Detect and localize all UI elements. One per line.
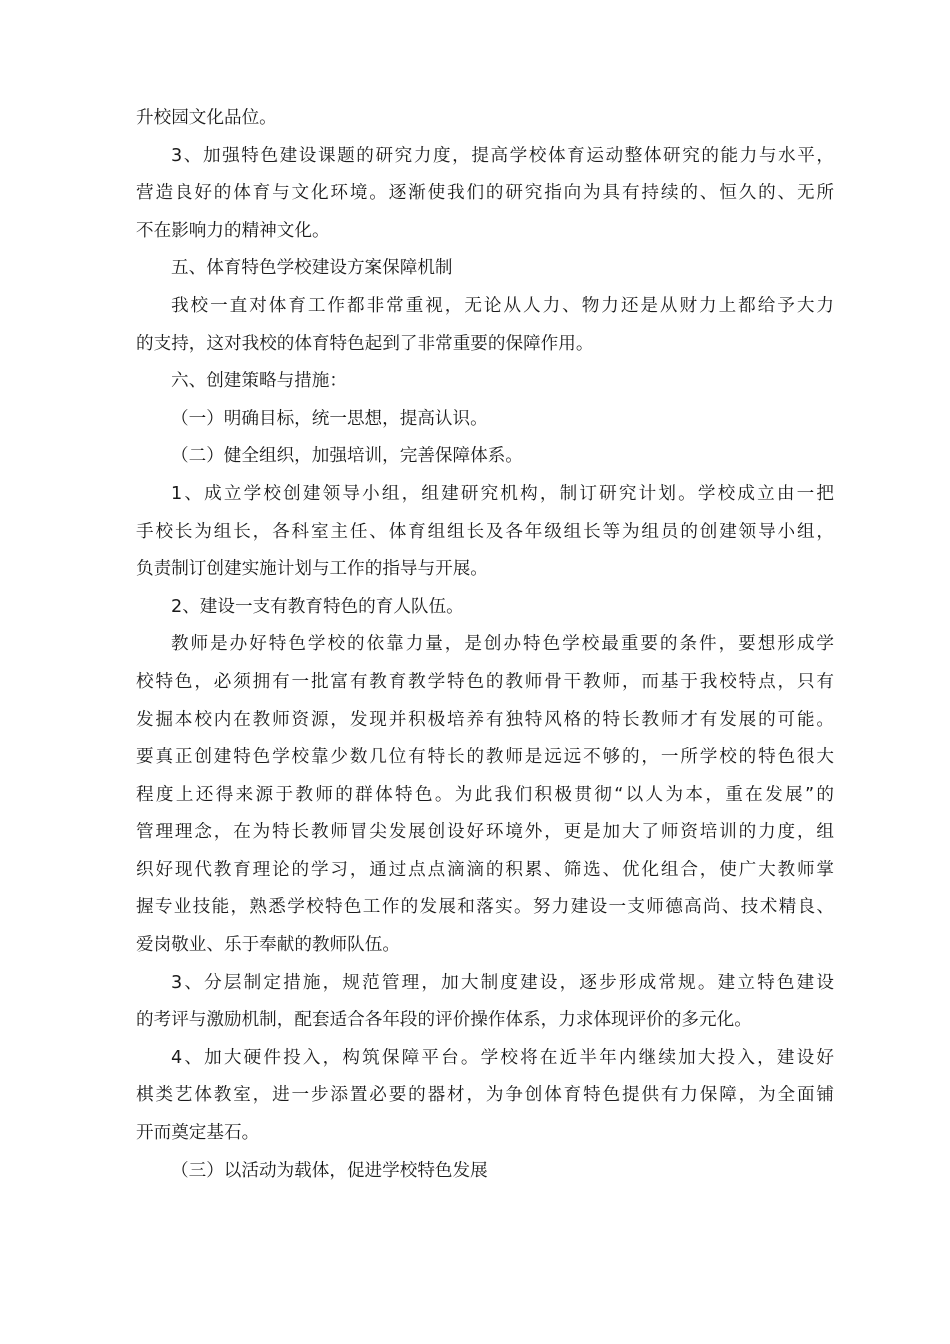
text-line: 握专业技能，熟悉学校特色工作的发展和落实。努力建设一支师德高尚、技术精良、 — [136, 897, 834, 918]
text-line: 六、创建策略与措施： — [171, 371, 347, 392]
text-line: 升校园文化品位。 — [136, 108, 277, 128]
text-line: 3、分层制定措施，规范管理，加大制度建设，逐步形成常规。建立特色建设 — [171, 972, 834, 993]
text-line: （三）以活动为载体，促进学校特色发展 — [171, 1160, 488, 1181]
text-line: 不在影响力的精神文化。 — [136, 220, 330, 241]
text-line: （一）明确目标，统一思想，提高认识。 — [171, 408, 488, 429]
text-line: 2、建设一支有教育特色的育人队伍。 — [171, 596, 464, 617]
text-line: 4、加大硬件投入，构筑保障平台。学校将在近半年内继续加大投入，建设好 — [171, 1047, 834, 1068]
text-line: 营造良好的体育与文化环境。逐渐使我们的研究指向为具有持续的、恒久的、无所 — [136, 183, 834, 204]
text-line: 负责制订创建实施计划与工作的指导与开展。 — [136, 559, 488, 580]
text-line: （二）健全组织，加强培训，完善保障体系。 — [171, 446, 523, 467]
text-line: 1、成立学校创建领导小组，组建研究机构，制订研究计划。学校成立由一把 — [171, 483, 834, 504]
text-line: 爱岗敬业、乐于奉献的教师队伍。 — [136, 935, 400, 956]
text-line: 管理理念，在为特长教师冒尖发展创设好环境外，更是加大了师资培训的力度，组 — [136, 822, 834, 843]
text-line: 发掘本校内在教师资源，发现并积极培养有独特风格的特长教师才有发展的可能。 — [136, 709, 834, 730]
text-line: 五、体育特色学校建设方案保障机制 — [171, 258, 453, 279]
text-line: 校特色，必须拥有一批富有教育教学特色的教师骨干教师，而基于我校特点，只有 — [136, 671, 834, 692]
text-line: 教师是办好特色学校的依靠力量，是创办特色学校最重要的条件，要想形成学 — [171, 634, 834, 655]
text-line: 棋类艺体教室，进一步添置必要的器材，为争创体育特色提供有力保障，为全面铺 — [136, 1085, 834, 1106]
text-line: 手校长为组长，各科室主任、体育组组长及各年级组长等为组员的创建领导小组， — [136, 521, 834, 542]
text-line: 程度上还得来源于教师的群体特色。为此我们积极贯彻“以人为本，重在发展”的 — [136, 784, 834, 805]
text-line: 3、加强特色建设课题的研究力度，提高学校体育运动整体研究的能力与水平， — [171, 145, 834, 166]
text-line: 开而奠定基石。 — [136, 1123, 260, 1144]
text-line: 的支持，这对我校的体育特色起到了非常重要的保障作用。 — [136, 333, 594, 354]
text-line: 的考评与激励机制，配套适合各年段的评价操作体系，力求体现评价的多元化。 — [136, 1010, 752, 1031]
text-line: 要真正创建特色学校靠少数几位有特长的教师是远远不够的，一所学校的特色很大 — [136, 747, 834, 768]
document-body — [136, 100, 834, 1190]
text-line: 织好现代教育理论的学习，通过点点滴滴的积累、筛选、优化组合，使广大教师掌 — [136, 859, 834, 880]
text-line: 我校一直对体育工作都非常重视，无论从人力、物力还是从财力上都给予大力 — [171, 295, 834, 316]
